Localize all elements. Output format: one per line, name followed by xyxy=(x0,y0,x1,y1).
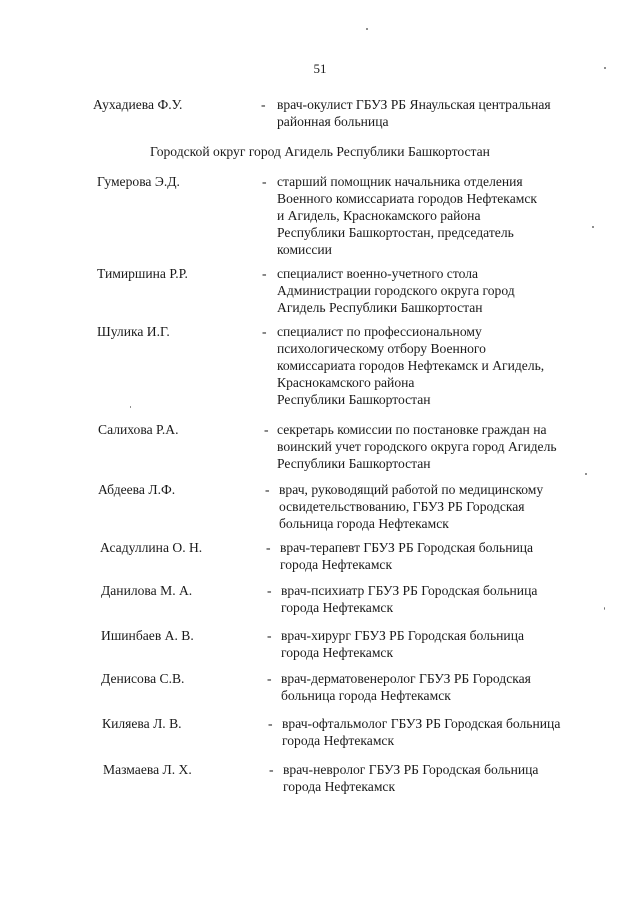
person-name: Мазмаева Л. Х. xyxy=(103,762,192,777)
person-name: Салихова Р.А. xyxy=(98,422,179,437)
position-description xyxy=(277,323,607,408)
description-line: врач, руководящий работой по медицинскому xyxy=(279,482,544,497)
description-line: Республики Башкортостан xyxy=(277,392,431,407)
description-line: районная больница xyxy=(277,114,389,129)
dash: - xyxy=(267,583,272,598)
scan-speck xyxy=(604,607,605,610)
description-line: Краснокамского района xyxy=(277,375,415,390)
dash: - xyxy=(269,762,274,777)
description-line: Агидель Республики Башкортостан xyxy=(277,300,483,315)
position-description xyxy=(279,481,609,532)
dash: - xyxy=(262,266,267,281)
dash: - xyxy=(267,628,272,643)
page-number: 51 xyxy=(313,61,327,76)
dash: - xyxy=(266,540,271,555)
person-name: Тимиршина Р.Р. xyxy=(97,266,188,281)
dash: - xyxy=(262,324,267,339)
scan-speck xyxy=(604,67,606,69)
dash: - xyxy=(261,97,266,112)
description-line: врач-невролог ГБУЗ РБ Городская больница xyxy=(283,762,539,777)
person-name: Денисова С.В. xyxy=(101,671,185,686)
description-line: города Нефтекамск xyxy=(281,645,394,660)
position-description xyxy=(281,582,611,616)
description-line: Республики Башкортостан xyxy=(277,456,431,471)
person-name: Киляева Л. В. xyxy=(102,716,182,731)
description-line: старший помощник начальника отделения xyxy=(277,174,523,189)
position-description xyxy=(281,670,611,704)
description-line: больница города Нефтекамск xyxy=(279,516,449,531)
description-line: специалист военно-учетного стола xyxy=(277,266,479,281)
description-line: врач-офтальмолог ГБУЗ РБ Городская больница xyxy=(282,716,561,731)
description-line: города Нефтекамск xyxy=(282,733,395,748)
description-line: психологическому отбору Военного xyxy=(277,341,486,356)
dash: - xyxy=(264,422,269,437)
description-line: города Нефтекамск xyxy=(281,600,394,615)
position-description xyxy=(283,761,613,795)
description-line: освидетельствованию, ГБУЗ РБ Городская xyxy=(279,499,525,514)
person-name: Аухадиева Ф.У. xyxy=(93,97,183,112)
person-name: Абдеева Л.Ф. xyxy=(98,482,176,497)
description-line: больница города Нефтекамск xyxy=(281,688,451,703)
dash: - xyxy=(267,671,272,686)
person-name: Данилова М. А. xyxy=(101,583,193,598)
dash: - xyxy=(265,482,270,497)
description-line: врач-психиатр ГБУЗ РБ Городская больница xyxy=(281,583,538,598)
scan-speck xyxy=(585,473,587,475)
description-line: врач-хирург ГБУЗ РБ Городская больница xyxy=(281,628,525,643)
description-line: врач-терапевт ГБУЗ РБ Городская больница xyxy=(280,540,534,555)
position-description xyxy=(281,627,611,661)
position-description xyxy=(277,421,607,472)
description-line: Республики Башкортостан, председатель xyxy=(277,225,514,240)
position-description xyxy=(277,173,607,258)
description-line: Администрации городского округа город xyxy=(277,283,515,298)
description-line: специалист по профессиональному xyxy=(277,324,482,339)
description-line: комиссии xyxy=(277,242,332,257)
person-name: Гумерова Э.Д. xyxy=(97,174,180,189)
scan-speck xyxy=(366,28,368,30)
description-line: комиссариата городов Нефтекамск и Агидель, xyxy=(277,358,545,373)
description-line: врач-дерматовенеролог ГБУЗ РБ Городская xyxy=(281,671,531,686)
scan-speck xyxy=(592,226,594,228)
position-description xyxy=(282,715,612,749)
description-line: и Агидель, Краснокамского района xyxy=(277,208,481,223)
dash: - xyxy=(268,716,273,731)
description-line: Военного комиссариата городов Нефтекамск xyxy=(277,191,537,206)
position-description xyxy=(277,265,607,316)
position-description xyxy=(277,96,607,130)
description-line: воинский учет городского округа город Агидель xyxy=(277,439,557,454)
section-title: Городской округ город Агидель Республики Башкортостан xyxy=(150,144,490,159)
position-description xyxy=(280,539,610,573)
description-line: врач-окулист ГБУЗ РБ Янаульская центральная xyxy=(277,97,551,112)
person-name: Шулика И.Г. xyxy=(97,324,170,339)
dash: - xyxy=(262,174,267,189)
description-line: секретарь комиссии по постановке граждан на xyxy=(277,422,547,437)
scan-speck xyxy=(130,406,131,408)
description-line: города Нефтекамск xyxy=(283,779,396,794)
person-name: Асадуллина О. Н. xyxy=(100,540,203,555)
description-line: города Нефтекамск xyxy=(280,557,393,572)
person-name: Ишинбаев А. В. xyxy=(101,628,194,643)
